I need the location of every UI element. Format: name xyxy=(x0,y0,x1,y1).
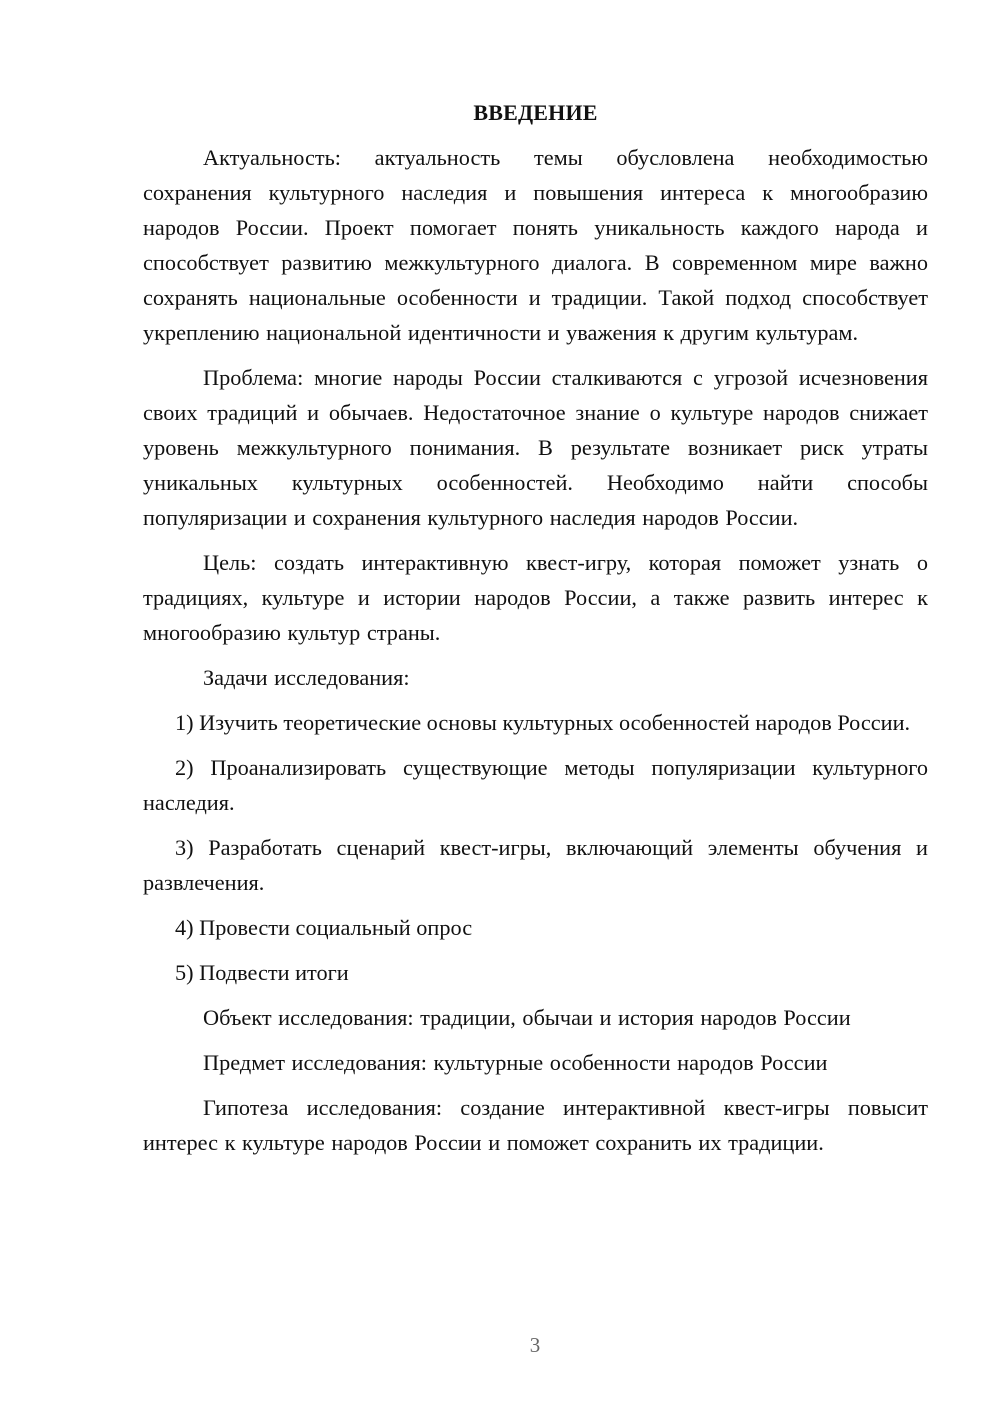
goal-paragraph: Цель: создать интерактивную квест-игру, которая поможет узнать о традициях, культуре и истории народов России, а также развить интерес к многообразию культур страны. xyxy=(143,550,928,645)
section-heading: ВВЕДЕНИЕ xyxy=(473,100,598,125)
task-item-2: 2) Проанализировать существующие методы популяризации культурного наследия. xyxy=(143,755,928,815)
task-item-4: 4) Провести социальный опрос xyxy=(175,915,473,940)
tasks-heading: Задачи исследования: xyxy=(203,665,410,690)
task-item-3: 3) Разработать сценарий квест-игры, включающий элементы обучения и развлечения. xyxy=(143,835,928,895)
subject-paragraph: Предмет исследования: культурные особенности народов России xyxy=(203,1050,828,1075)
task-item-5: 5) Подвести итоги xyxy=(175,960,349,985)
hypothesis-paragraph: Гипотеза исследования: создание интерактивной квест-игры повысит интерес к культуре народов России и поможет сохранить их традиции. xyxy=(143,1095,928,1155)
problem-paragraph: Проблема: многие народы России сталкиваются с угрозой исчезновения своих традиций и обычаев. Недостаточное знание о культуре народов снижает уровень межкультурного понимания. В результате возникает риск утраты уникальных культурных особенностей. Необходимо найти способы популяризации и сохранения культурного наследия народов России. xyxy=(143,365,928,530)
tasks-list xyxy=(143,705,928,990)
task-item-1: 1) Изучить теоретические основы культурных особенностей народов России. xyxy=(175,710,911,735)
object-paragraph: Объект исследования: традиции, обычаи и история народов России xyxy=(203,1005,851,1030)
page-content xyxy=(143,95,928,1170)
page-number: 3 xyxy=(529,1333,541,1357)
relevance-paragraph: Актуальность: актуальность темы обусловлена необходимостью сохранения культурного наследия и повышения интереса к многообразию народов России. Проект помогает понять уникальность каждого народа и способствует развитию межкультурного диалога. В современном мире важно сохранять национальные особенности и традиции. Такой подход способствует укреплению национальной идентичности и уважения к другим культурам. xyxy=(143,145,928,345)
